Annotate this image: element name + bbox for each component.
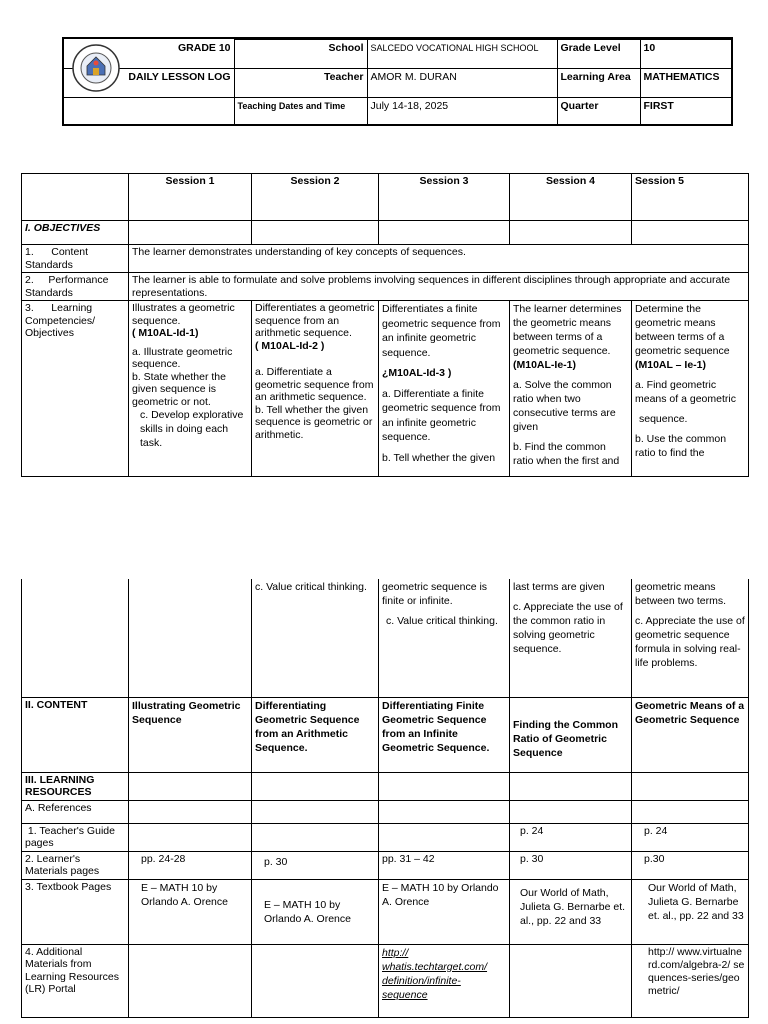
- session-1-objectives: Illustrates a geometric sequence. ( M10AL-Id-1) a. Illustrate geometric sequence. b. State whether the given sequence is geometric or not. c. Develop explorative skills in doing each task.: [129, 301, 252, 477]
- tg-session-5: p. 24: [632, 823, 749, 851]
- learning-resources-heading: III. LEARNING RESOURCES: [22, 772, 129, 800]
- lm-label: 2. Learner's Materials pages: [22, 851, 129, 879]
- content-standards-text: The learner demonstrates understanding of key concepts of sequences.: [129, 245, 749, 273]
- tb-session-2: E – MATH 10 by Orlando A. Orence: [252, 879, 379, 944]
- session-5-cont: geometric means between two terms. c. Appreciate the use of geometric sequence formula in solving real-life problems.: [632, 579, 749, 697]
- session-3-header: Session 3: [379, 174, 510, 221]
- header-block: [62, 37, 733, 126]
- learning-area-label: Learning Area: [557, 69, 640, 98]
- corner-cell: [22, 174, 129, 221]
- additional-link-session-5[interactable]: http:// www.virtualnerd.com/algebra-2/ sequences-series/geometric/: [632, 944, 749, 1017]
- additional-materials-label: 4. Additional Materials from Learning Resources (LR) Portal: [22, 944, 129, 1017]
- session-3-objectives: Differentiates a finite geometric sequence from an infinite geometric sequence. ¿M10AL-Id-3 ) a. Differentiate a finite geometric sequence from an infinite geometric sequence. b. Tell whether the given: [379, 301, 510, 477]
- lm-session-5: p.30: [632, 851, 749, 879]
- session-2-cont: c. Value critical thinking.: [252, 579, 379, 697]
- lesson-table-1: [21, 173, 749, 477]
- deped-seal-icon: [70, 42, 122, 94]
- lm-session-2: p. 30: [252, 851, 379, 879]
- session-2-header: Session 2: [252, 174, 379, 221]
- lm-session-1: pp. 24-28: [129, 851, 252, 879]
- session-3-cont: geometric sequence is finite or infinite. c. Value critical thinking.: [379, 579, 510, 697]
- tb-session-5: Our World of Math, Julieta G. Bernarbe et. al., pp. 22 and 33: [632, 879, 749, 944]
- competencies-label: 3. Learning Competencies/ Objectives: [22, 301, 129, 477]
- performance-standards-text: The learner is able to formulate and solve problems involving sequences in different disciplines through appropriate and accurate representations.: [129, 273, 749, 301]
- session-5-objectives: Determine the geometric means between terms of a geometric sequence (M10AL – Ie-1) a. Find geometric means of a geometric sequence. b. Use the common ratio to find the: [632, 301, 749, 477]
- session-4-header: Session 4: [510, 174, 632, 221]
- session-2-objectives: Differentiates a geometric sequence from an arithmetic sequence. ( M10AL-Id-2 ) a. Differentiate a geometric sequence from an arithmetic sequence. b. Tell whether the given sequence is geometric or arithmetic.: [252, 301, 379, 477]
- teacher-value: AMOR M. DURAN: [367, 69, 557, 98]
- lm-session-3: pp. 31 – 42: [379, 851, 510, 879]
- grade-title: GRADE 10: [64, 40, 234, 69]
- content-session-5: Geometric Means of a Geometric Sequence: [632, 697, 749, 772]
- objectives-heading: I. OBJECTIVES: [22, 221, 129, 245]
- log-title: DAILY LESSON LOG: [64, 69, 234, 98]
- session-4-objectives: The learner determines the geometric means between terms of a geometric sequence. (M10AL-Ie-1) a. Solve the common ratio when two consecutive terms are given b. Find the common ratio when the first and: [510, 301, 632, 477]
- lesson-table-2: [21, 579, 749, 1018]
- learning-area-value: MATHEMATICS: [640, 69, 731, 98]
- tg-session-4: p. 24: [510, 823, 632, 851]
- dates-label: Teaching Dates and Time: [234, 98, 367, 125]
- tb-label: 3. Textbook Pages: [22, 879, 129, 944]
- content-session-2: Differentiating Geometric Sequence from an Arithmetic Sequence.: [252, 697, 379, 772]
- grade-level-label: Grade Level: [557, 40, 640, 69]
- grade-level-value: 10: [640, 40, 731, 69]
- references-heading: A. References: [22, 800, 129, 823]
- session-5-header: Session 5: [632, 174, 749, 221]
- lm-session-4: p. 30: [510, 851, 632, 879]
- session-4-cont: last terms are given c. Appreciate the use of the common ratio in solving geometric sequence.: [510, 579, 632, 697]
- tb-session-1: E – MATH 10 by Orlando A. Orence: [129, 879, 252, 944]
- quarter-value: FIRST: [640, 98, 731, 125]
- school-value: SALCEDO VOCATIONAL HIGH SCHOOL: [367, 40, 557, 69]
- quarter-label: Quarter: [557, 98, 640, 125]
- content-session-1: Illustrating Geometric Sequence: [129, 697, 252, 772]
- tb-session-4: Our World of Math, Julieta G. Bernarbe et. al., pp. 22 and 33: [510, 879, 632, 944]
- empty-cell: [64, 98, 234, 125]
- tg-label: 1. Teacher's Guide pages: [22, 823, 129, 851]
- content-session-3: Differentiating Finite Geometric Sequence from an Infinite Geometric Sequence.: [379, 697, 510, 772]
- content-heading: II. CONTENT: [22, 697, 129, 772]
- dates-value: July 14-18, 2025: [367, 98, 557, 125]
- session-1-header: Session 1: [129, 174, 252, 221]
- school-label: School: [234, 40, 367, 69]
- content-standards-label: 1. Content Standards: [22, 245, 129, 273]
- teacher-label: Teacher: [234, 69, 367, 98]
- performance-standards-label: 2. Performance Standards: [22, 273, 129, 301]
- additional-link-session-3[interactable]: http:// whatis.techtarget.com/ definition/infinite-sequence: [379, 944, 510, 1017]
- tb-session-3: E – MATH 10 by Orlando A. Orence: [379, 879, 510, 944]
- content-session-4: Finding the Common Ratio of Geometric Sequence: [510, 697, 632, 772]
